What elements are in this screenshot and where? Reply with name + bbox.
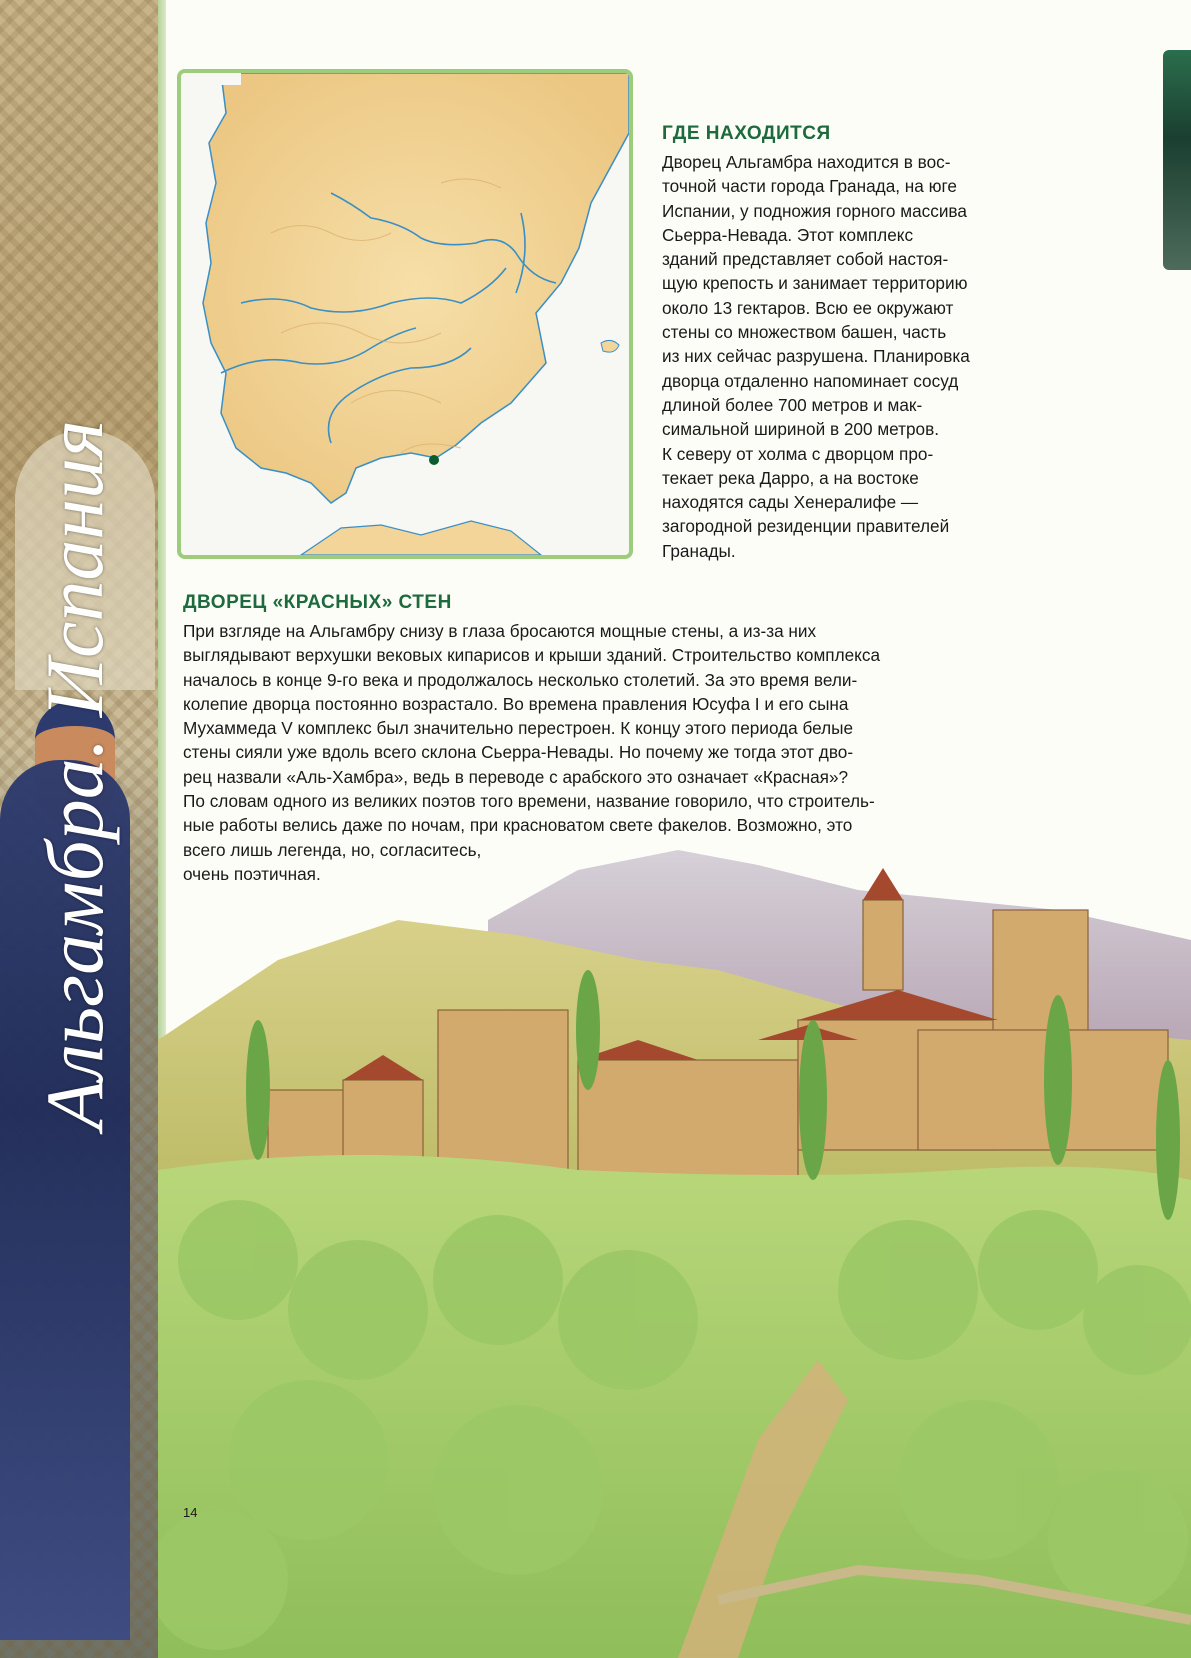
map-frame [177,69,633,559]
side-title: Альгамбра. Испания [29,419,120,1130]
text-line: около 13 гектаров. Всю ее окружают [662,297,954,318]
text-line: К северу от холма с дворцом про- [662,443,934,464]
text-line: загородной резиденции правителей [662,516,950,537]
iberia-map [181,73,629,555]
page-number: 14 [183,1505,198,1520]
text-line: Гранады. [662,540,736,561]
red-walls-heading: ДВОРЕЦ «КРАСНЫХ» СТЕН [183,592,452,613]
text-line: началось в конце 9-го века и продолжалось несколько столетий. За это время вели- [183,669,858,690]
text-line: щую крепость и занимает территорию [662,273,968,294]
text-line: очень поэтичная. [183,863,321,884]
text-line: стены со множеством башен, часть [662,322,947,343]
text-line: Сьерра-Невада. Этот комплекс [662,224,914,245]
text-line: По словам одного из великих поэтов того времени, название говорило, что строитель- [183,791,875,812]
balearic-island [601,340,619,352]
where-paragraph [662,150,1032,563]
text-line: выглядывают верхушки вековых кипарисов и крыши зданий. Строительство комплекса [183,645,881,666]
text-line: зданий представляет собой настоя- [662,249,949,270]
right-edge-ornament [1163,50,1191,270]
granada-marker [429,455,439,465]
text-line: находятся сады Хенералифе — [662,492,919,513]
text-line: всего лишь легенда, но, согласитесь, [183,839,482,860]
left-decorative-strip [0,0,158,1658]
alhambra-landscape-illustration [158,840,1191,1658]
north-coast-sea [181,73,241,85]
text-line: точной части города Гранада, на юге [662,176,957,197]
text-line: текает река Дарро, а на востоке [662,467,919,488]
text-line: колепие дворца постоянно возрастало. Во времена правления Юсуфа I и его сына [183,693,849,714]
africa-coast [301,521,541,555]
iberia-landmass [203,73,629,503]
text-line: из них сейчас разрушена. Планировка [662,346,970,367]
text-line: Дворец Альгамбра находится в вос- [662,152,951,172]
text-line: стены сияли уже вдоль всего склона Сьерра-Невады. Но почему же тогда этот дво- [183,742,854,763]
text-line: дворца отдаленно напоминает сосуд [662,370,959,391]
text-line: длиной более 700 метров и мак- [662,394,923,415]
text-line: рец назвали «Аль-Хамбра», ведь в переводе с арабского это означает «Красная»? [183,766,849,787]
text-line: симальной шириной в 200 метров. [662,419,940,440]
text-line: Мухаммеда V комплекс был значительно перестроен. К концу этого периода белые [183,718,854,739]
text-line: При взгляде на Альгамбру снизу в глаза бросаются мощные стены, а из-за них [183,621,817,641]
where-heading: ГДЕ НАХОДИТСЯ [662,123,831,144]
text-line: ные работы велись даже по ночам, при красноватом свете факелов. Возможно, это [183,815,853,836]
text-line: Испании, у подножия горного массива [662,200,967,221]
